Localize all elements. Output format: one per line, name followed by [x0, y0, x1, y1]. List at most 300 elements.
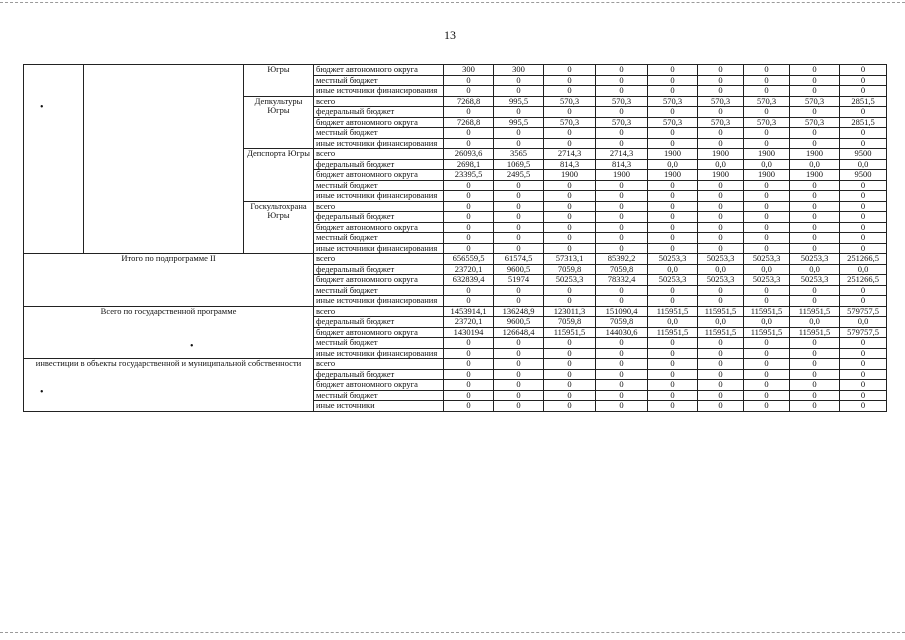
value-cell: 2851,5 — [840, 96, 887, 107]
value-cell: 0 — [444, 348, 494, 359]
value-cell: 0 — [544, 201, 596, 212]
value-cell: 9500 — [840, 170, 887, 181]
funding-source-cell: всего — [314, 96, 444, 107]
value-cell: 0 — [790, 369, 840, 380]
value-cell: 0 — [790, 138, 840, 149]
value-cell: 0 — [544, 75, 596, 86]
value-cell: 1900 — [790, 170, 840, 181]
value-cell: 0 — [596, 222, 648, 233]
value-cell: 0 — [596, 243, 648, 254]
value-cell: 0 — [840, 359, 887, 370]
value-cell: 0 — [544, 348, 596, 359]
value-cell: 0 — [744, 180, 790, 191]
stray-mark: • — [40, 102, 44, 113]
value-cell: 0,0 — [744, 159, 790, 170]
value-cell: 0 — [840, 128, 887, 139]
value-cell: 1900 — [544, 170, 596, 181]
value-cell: 0 — [744, 107, 790, 118]
value-cell: 0 — [494, 348, 544, 359]
value-cell: 0 — [544, 296, 596, 307]
value-cell: 0 — [840, 138, 887, 149]
value-cell: 300 — [494, 65, 544, 76]
table-row — [24, 254, 887, 265]
value-cell: 0 — [444, 380, 494, 391]
value-cell: 0 — [596, 180, 648, 191]
value-cell: 0,0 — [840, 159, 887, 170]
value-cell: 0 — [698, 107, 744, 118]
value-cell: 0 — [596, 369, 648, 380]
value-cell: 570,3 — [744, 117, 790, 128]
value-cell: 0 — [494, 128, 544, 139]
funding-source-cell: всего — [314, 201, 444, 212]
value-cell: 0 — [648, 285, 698, 296]
value-cell: 0 — [648, 212, 698, 223]
value-cell: 23395,5 — [444, 170, 494, 181]
value-cell: 2714,3 — [596, 149, 648, 160]
value-cell: 0 — [494, 285, 544, 296]
funding-source-cell: бюджет автономного округа — [314, 380, 444, 391]
value-cell: 0 — [698, 359, 744, 370]
value-cell: 0 — [790, 222, 840, 233]
stray-mark: • — [40, 387, 44, 398]
value-cell: 115951,5 — [698, 306, 744, 317]
value-cell: 0 — [544, 243, 596, 254]
value-cell: 50253,3 — [648, 254, 698, 265]
budget-table-body — [24, 65, 887, 412]
value-cell: 814,3 — [544, 159, 596, 170]
value-cell: 9500 — [840, 149, 887, 160]
value-cell: 0 — [840, 233, 887, 244]
value-cell: 0 — [648, 243, 698, 254]
value-cell: 0 — [494, 86, 544, 97]
value-cell: 0,0 — [648, 159, 698, 170]
value-cell: 23720,1 — [444, 264, 494, 275]
value-cell: 9600,5 — [494, 264, 544, 275]
funding-source-cell: иные источники финансирования — [314, 86, 444, 97]
value-cell: 632839,4 — [444, 275, 494, 286]
value-cell: 1900 — [698, 149, 744, 160]
scan-edge-top — [0, 2, 905, 3]
value-cell: 0 — [544, 107, 596, 118]
value-cell: 0 — [790, 128, 840, 139]
value-cell: 0 — [494, 75, 544, 86]
value-cell: 0 — [596, 107, 648, 118]
funding-source-cell: местный бюджет — [314, 338, 444, 349]
value-cell: 0 — [444, 222, 494, 233]
value-cell: 26093,6 — [444, 149, 494, 160]
value-cell: 1900 — [648, 149, 698, 160]
funding-source-cell: местный бюджет — [314, 75, 444, 86]
value-cell: 0,0 — [840, 317, 887, 328]
funding-source-cell: федеральный бюджет — [314, 159, 444, 170]
value-cell: 0 — [544, 285, 596, 296]
value-cell: 7059,8 — [544, 317, 596, 328]
value-cell: 0 — [698, 65, 744, 76]
value-cell: 0 — [648, 380, 698, 391]
value-cell: 0 — [596, 191, 648, 202]
summary-label-cell: инвестиции в объекты государственной и муниципальной собственности — [24, 359, 314, 412]
page-number: 13 — [444, 28, 456, 42]
number-cell — [24, 65, 84, 254]
value-cell: 3565 — [494, 149, 544, 160]
value-cell: 656559,5 — [444, 254, 494, 265]
value-cell: 0 — [744, 285, 790, 296]
value-cell: 0 — [444, 390, 494, 401]
value-cell: 61574,5 — [494, 254, 544, 265]
value-cell: 115951,5 — [648, 306, 698, 317]
value-cell: 0 — [544, 86, 596, 97]
value-cell: 0 — [790, 201, 840, 212]
value-cell: 0 — [444, 285, 494, 296]
value-cell: 123011,3 — [544, 306, 596, 317]
value-cell: 0 — [698, 285, 744, 296]
funding-source-cell: иные источники финансирования — [314, 138, 444, 149]
value-cell: 0 — [744, 191, 790, 202]
value-cell: 0 — [790, 107, 840, 118]
value-cell: 0 — [698, 191, 744, 202]
value-cell: 0 — [544, 65, 596, 76]
value-cell: 0 — [698, 390, 744, 401]
funding-source-cell: иные источники — [314, 401, 444, 412]
value-cell: 0 — [544, 380, 596, 391]
value-cell: 0 — [744, 138, 790, 149]
value-cell: 0 — [494, 390, 544, 401]
value-cell: 0 — [648, 348, 698, 359]
value-cell: 0 — [494, 359, 544, 370]
value-cell: 570,3 — [544, 117, 596, 128]
value-cell: 78332,4 — [596, 275, 648, 286]
value-cell: 50253,3 — [698, 275, 744, 286]
value-cell: 0 — [494, 138, 544, 149]
funding-source-cell: федеральный бюджет — [314, 317, 444, 328]
value-cell: 0 — [840, 338, 887, 349]
value-cell: 0 — [840, 222, 887, 233]
agency-cell: Югры — [244, 65, 314, 97]
value-cell: 136248,9 — [494, 306, 544, 317]
value-cell: 0 — [494, 212, 544, 223]
value-cell: 0,0 — [698, 264, 744, 275]
value-cell: 0 — [648, 75, 698, 86]
funding-source-cell: бюджет автономного округа — [314, 222, 444, 233]
value-cell: 0 — [790, 212, 840, 223]
value-cell: 0 — [744, 243, 790, 254]
value-cell: 0 — [840, 201, 887, 212]
value-cell: 0 — [444, 107, 494, 118]
value-cell: 0 — [544, 138, 596, 149]
value-cell: 570,3 — [744, 96, 790, 107]
value-cell: 0 — [840, 243, 887, 254]
value-cell: 0 — [544, 369, 596, 380]
funding-source-cell: всего — [314, 359, 444, 370]
value-cell: 1900 — [790, 149, 840, 160]
value-cell: 0 — [744, 65, 790, 76]
value-cell: 0 — [444, 243, 494, 254]
value-cell: 251266,5 — [840, 275, 887, 286]
value-cell: 0 — [698, 338, 744, 349]
value-cell: 7268,8 — [444, 117, 494, 128]
value-cell: 570,3 — [698, 117, 744, 128]
value-cell: 50253,3 — [744, 254, 790, 265]
value-cell: 0 — [698, 233, 744, 244]
value-cell: 0 — [596, 338, 648, 349]
funding-source-cell: иные источники финансирования — [314, 296, 444, 307]
value-cell: 1900 — [744, 170, 790, 181]
value-cell: 0 — [790, 380, 840, 391]
value-cell: 0 — [790, 233, 840, 244]
value-cell: 0 — [444, 401, 494, 412]
value-cell: 0 — [544, 390, 596, 401]
funding-source-cell: местный бюджет — [314, 233, 444, 244]
value-cell: 0 — [596, 233, 648, 244]
value-cell: 0 — [596, 296, 648, 307]
value-cell: 0 — [840, 285, 887, 296]
value-cell: 1069,5 — [494, 159, 544, 170]
funding-source-cell: всего — [314, 149, 444, 160]
value-cell: 0 — [494, 369, 544, 380]
value-cell: 0 — [840, 75, 887, 86]
value-cell: 0 — [444, 180, 494, 191]
value-cell: 0 — [444, 86, 494, 97]
value-cell: 115951,5 — [790, 306, 840, 317]
value-cell: 0 — [840, 348, 887, 359]
value-cell: 0 — [840, 180, 887, 191]
table-row — [24, 359, 887, 370]
value-cell: 570,3 — [790, 96, 840, 107]
value-cell: 0 — [596, 285, 648, 296]
value-cell: 0 — [444, 138, 494, 149]
funding-source-cell: федеральный бюджет — [314, 264, 444, 275]
value-cell: 85392,2 — [596, 254, 648, 265]
value-cell: 0 — [790, 191, 840, 202]
funding-source-cell: всего — [314, 306, 444, 317]
value-cell: 0 — [596, 212, 648, 223]
value-cell: 0 — [698, 222, 744, 233]
value-cell: 23720,1 — [444, 317, 494, 328]
value-cell: 0 — [790, 390, 840, 401]
value-cell: 0 — [648, 191, 698, 202]
value-cell: 9600,5 — [494, 317, 544, 328]
value-cell: 1900 — [596, 170, 648, 181]
funding-source-cell: местный бюджет — [314, 180, 444, 191]
summary-label-cell: Итого по подпрограмме II — [24, 254, 314, 307]
value-cell: 0 — [840, 65, 887, 76]
value-cell: 0 — [444, 75, 494, 86]
value-cell: 0 — [698, 138, 744, 149]
value-cell: 50253,3 — [544, 275, 596, 286]
value-cell: 0 — [544, 233, 596, 244]
value-cell: 0 — [744, 380, 790, 391]
value-cell: 0 — [744, 75, 790, 86]
value-cell: 0 — [596, 380, 648, 391]
agency-cell: Госкультохрана Югры — [244, 201, 314, 254]
value-cell: 570,3 — [596, 117, 648, 128]
value-cell: 0 — [648, 222, 698, 233]
value-cell: 0 — [744, 128, 790, 139]
value-cell: 0,0 — [790, 317, 840, 328]
value-cell: 0 — [494, 180, 544, 191]
value-cell: 1900 — [698, 170, 744, 181]
funding-source-cell: местный бюджет — [314, 128, 444, 139]
value-cell: 300 — [444, 65, 494, 76]
value-cell: 0 — [648, 107, 698, 118]
value-cell: 0,0 — [648, 317, 698, 328]
value-cell: 0 — [648, 86, 698, 97]
value-cell: 0 — [544, 212, 596, 223]
value-cell: 0 — [698, 180, 744, 191]
value-cell: 0 — [840, 86, 887, 97]
value-cell: 0 — [494, 233, 544, 244]
value-cell: 7268,8 — [444, 96, 494, 107]
funding-source-cell: бюджет автономного округа — [314, 170, 444, 181]
value-cell: 0 — [648, 128, 698, 139]
value-cell: 570,3 — [790, 117, 840, 128]
funding-source-cell: иные источники финансирования — [314, 191, 444, 202]
value-cell: 0 — [544, 191, 596, 202]
agency-cell: Депкультуры Югры — [244, 96, 314, 149]
value-cell: 0,0 — [840, 264, 887, 275]
measure-cell — [84, 65, 244, 254]
value-cell: 0 — [698, 401, 744, 412]
value-cell: 115951,5 — [744, 327, 790, 338]
value-cell: 0 — [790, 180, 840, 191]
funding-source-cell: федеральный бюджет — [314, 107, 444, 118]
value-cell: 0 — [840, 191, 887, 202]
value-cell: 0 — [698, 128, 744, 139]
value-cell: 2698,1 — [444, 159, 494, 170]
value-cell: 0 — [596, 75, 648, 86]
agency-cell: Депспорта Югры — [244, 149, 314, 202]
value-cell: 0 — [698, 348, 744, 359]
value-cell: 0 — [698, 380, 744, 391]
value-cell: 0 — [648, 390, 698, 401]
value-cell: 0 — [544, 359, 596, 370]
value-cell: 0 — [698, 212, 744, 223]
value-cell: 7059,8 — [596, 317, 648, 328]
value-cell: 2495,5 — [494, 170, 544, 181]
value-cell: 251266,5 — [840, 254, 887, 265]
value-cell: 0 — [698, 75, 744, 86]
value-cell: 0 — [494, 401, 544, 412]
table-row — [24, 306, 887, 317]
value-cell: 0 — [840, 390, 887, 401]
value-cell: 0 — [596, 348, 648, 359]
value-cell: 0 — [494, 191, 544, 202]
value-cell: 0,0 — [648, 264, 698, 275]
value-cell: 0 — [840, 401, 887, 412]
value-cell: 0 — [744, 348, 790, 359]
value-cell: 0 — [494, 296, 544, 307]
value-cell: 0,0 — [744, 264, 790, 275]
value-cell: 0 — [840, 296, 887, 307]
value-cell: 0 — [494, 222, 544, 233]
value-cell: 0 — [648, 180, 698, 191]
value-cell: 50253,3 — [648, 275, 698, 286]
value-cell: 0 — [790, 401, 840, 412]
value-cell: 0 — [790, 285, 840, 296]
funding-source-cell: федеральный бюджет — [314, 369, 444, 380]
value-cell: 0 — [544, 222, 596, 233]
value-cell: 0 — [744, 222, 790, 233]
value-cell: 0 — [790, 338, 840, 349]
value-cell: 51974 — [494, 275, 544, 286]
summary-label-cell: Всего по государственной программе — [24, 306, 314, 359]
value-cell: 0,0 — [790, 159, 840, 170]
funding-source-cell: всего — [314, 254, 444, 265]
value-cell: 0 — [648, 65, 698, 76]
value-cell: 50253,3 — [790, 254, 840, 265]
value-cell: 0 — [744, 233, 790, 244]
value-cell: 0,0 — [698, 159, 744, 170]
value-cell: 0 — [698, 296, 744, 307]
value-cell: 57313,1 — [544, 254, 596, 265]
value-cell: 570,3 — [698, 96, 744, 107]
scan-edge-bottom — [0, 632, 905, 633]
value-cell: 579757,5 — [840, 306, 887, 317]
value-cell: 579757,5 — [840, 327, 887, 338]
value-cell: 0 — [444, 212, 494, 223]
value-cell: 0 — [494, 338, 544, 349]
value-cell: 0 — [790, 243, 840, 254]
value-cell: 0 — [790, 75, 840, 86]
value-cell: 151090,4 — [596, 306, 648, 317]
value-cell: 0 — [596, 138, 648, 149]
value-cell: 7059,8 — [544, 264, 596, 275]
funding-source-cell: федеральный бюджет — [314, 212, 444, 223]
funding-source-cell: бюджет автономного округа — [314, 117, 444, 128]
value-cell: 0 — [840, 380, 887, 391]
value-cell: 570,3 — [648, 96, 698, 107]
value-cell: 144030,6 — [596, 327, 648, 338]
value-cell: 570,3 — [596, 96, 648, 107]
value-cell: 1900 — [648, 170, 698, 181]
value-cell: 0 — [596, 65, 648, 76]
value-cell: 0 — [596, 201, 648, 212]
value-cell: 0 — [544, 128, 596, 139]
value-cell: 126648,4 — [494, 327, 544, 338]
value-cell: 570,3 — [648, 117, 698, 128]
value-cell: 7059,8 — [596, 264, 648, 275]
value-cell: 0 — [744, 359, 790, 370]
value-cell: 0 — [698, 86, 744, 97]
value-cell: 115951,5 — [648, 327, 698, 338]
value-cell: 0 — [648, 138, 698, 149]
funding-source-cell: бюджет автономного округа — [314, 327, 444, 338]
table-row — [24, 65, 887, 76]
value-cell: 0 — [444, 201, 494, 212]
value-cell: 0 — [648, 296, 698, 307]
value-cell: 0 — [744, 86, 790, 97]
value-cell: 0 — [790, 296, 840, 307]
value-cell: 0 — [596, 86, 648, 97]
value-cell: 0 — [698, 369, 744, 380]
value-cell: 570,3 — [544, 96, 596, 107]
value-cell: 0 — [544, 180, 596, 191]
value-cell: 0,0 — [698, 317, 744, 328]
value-cell: 0 — [744, 338, 790, 349]
value-cell: 1453914,1 — [444, 306, 494, 317]
value-cell: 115951,5 — [544, 327, 596, 338]
value-cell: 0,0 — [790, 264, 840, 275]
value-cell: 1900 — [744, 149, 790, 160]
value-cell: 0 — [744, 212, 790, 223]
value-cell: 0 — [790, 86, 840, 97]
value-cell: 0 — [544, 401, 596, 412]
value-cell: 0 — [648, 369, 698, 380]
funding-source-cell: бюджет автономного округа — [314, 275, 444, 286]
value-cell: 0 — [790, 65, 840, 76]
value-cell: 995,5 — [494, 117, 544, 128]
value-cell: 0 — [494, 380, 544, 391]
